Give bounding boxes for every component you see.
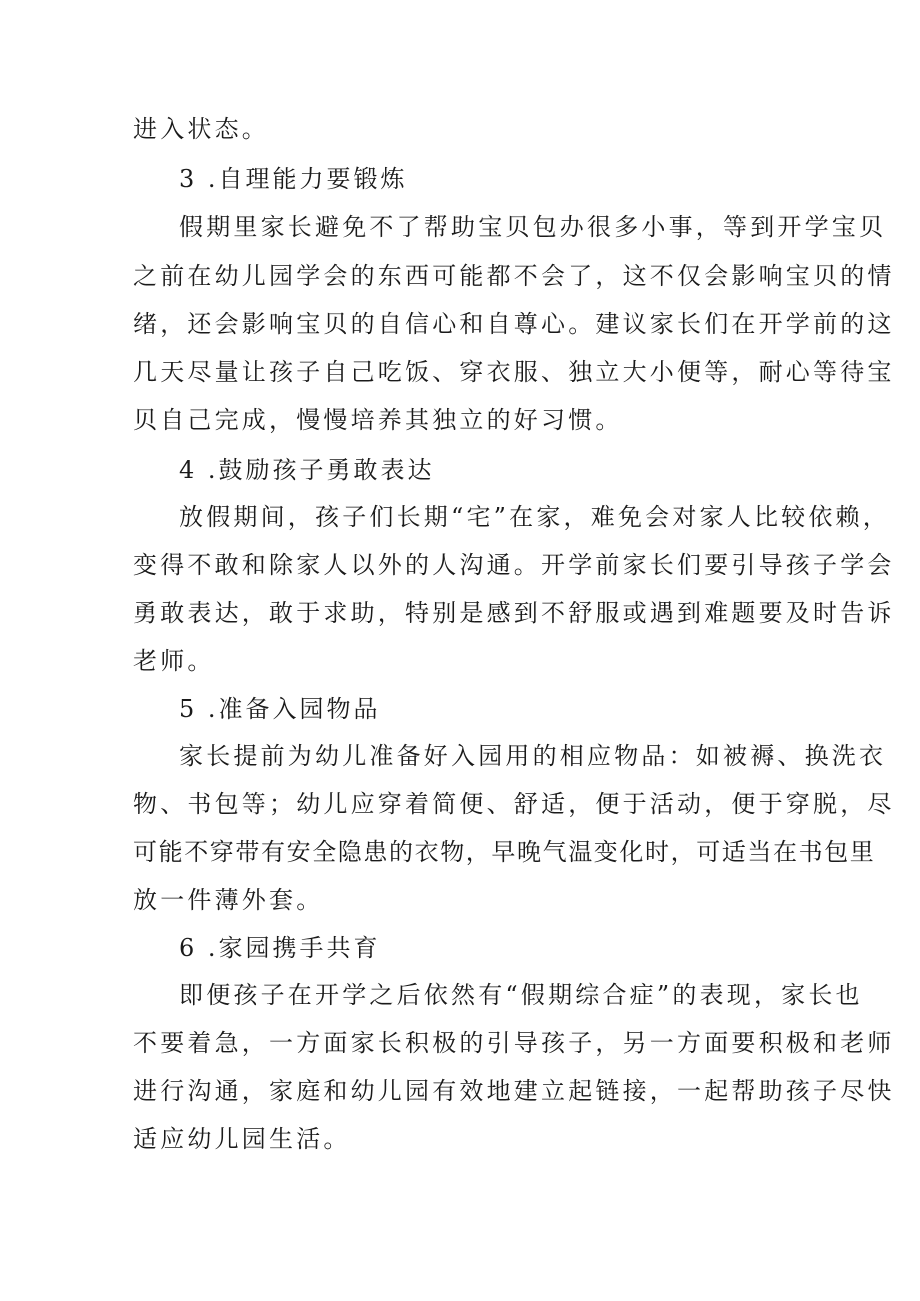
text-line: 即便孩子在开学之后依然有“假期综合症”的表现，家长也 [179, 981, 863, 1009]
text-line: 进行沟通，家庭和幼儿园有效地建立起链接，一起帮助孩子尽快 [133, 1077, 895, 1105]
text-line: 几天尽量让孩子自己吃饭、穿衣服、独立大小便等，耐心等待宝 [133, 358, 895, 386]
text-line: 物、书包等；幼儿应穿着简便、舒适，便于活动，便于穿脱，尽 [133, 790, 895, 818]
text-line: 之前在幼儿园学会的东西可能都不会了，这不仅会影响宝贝的情 [133, 262, 895, 290]
section-heading-3: 3 .自理能力要锻炼 [179, 165, 408, 193]
text-line: 勇敢表达，敢于求助，特别是感到不舒服或遇到难题要及时告诉 [133, 599, 895, 627]
text-line: 贝自己完成，慢慢培养其独立的好习惯。 [133, 406, 623, 434]
section-heading-6: 6 .家园携手共育 [179, 934, 381, 962]
text-line: 家长提前为幼儿准备好入园用的相应物品：如被褥、换洗衣 [179, 742, 887, 770]
text-line: 可能不穿带有安全隐患的衣物，早晚气温变化时，可适当在书包里 [133, 838, 876, 866]
text-line: 不要着急，一方面家长积极的引导孩子，另一方面要积极和老师 [133, 1029, 895, 1057]
text-line: 假期里家长避免不了帮助宝贝包办很多小事，等到开学宝贝 [179, 213, 887, 241]
text-line: 绪，还会影响宝贝的自信心和自尊心。建议家长们在开学前的这 [133, 310, 895, 338]
text-line: 进入状态。 [133, 115, 269, 143]
section-heading-4: 4 .鼓励孩子勇敢表达 [179, 456, 435, 484]
text-line: 老师。 [133, 647, 215, 675]
section-heading-5: 5 .准备入园物品 [179, 695, 381, 723]
text-line: 适应幼儿园生活。 [133, 1125, 351, 1153]
text-line: 放一件薄外套。 [133, 886, 324, 914]
text-line: 放假期间，孩子们长期“宅”在家，难免会对家人比较依赖， [179, 503, 890, 531]
text-line: 变得不敢和除家人以外的人沟通。开学前家长们要引导孩子学会 [133, 551, 895, 579]
